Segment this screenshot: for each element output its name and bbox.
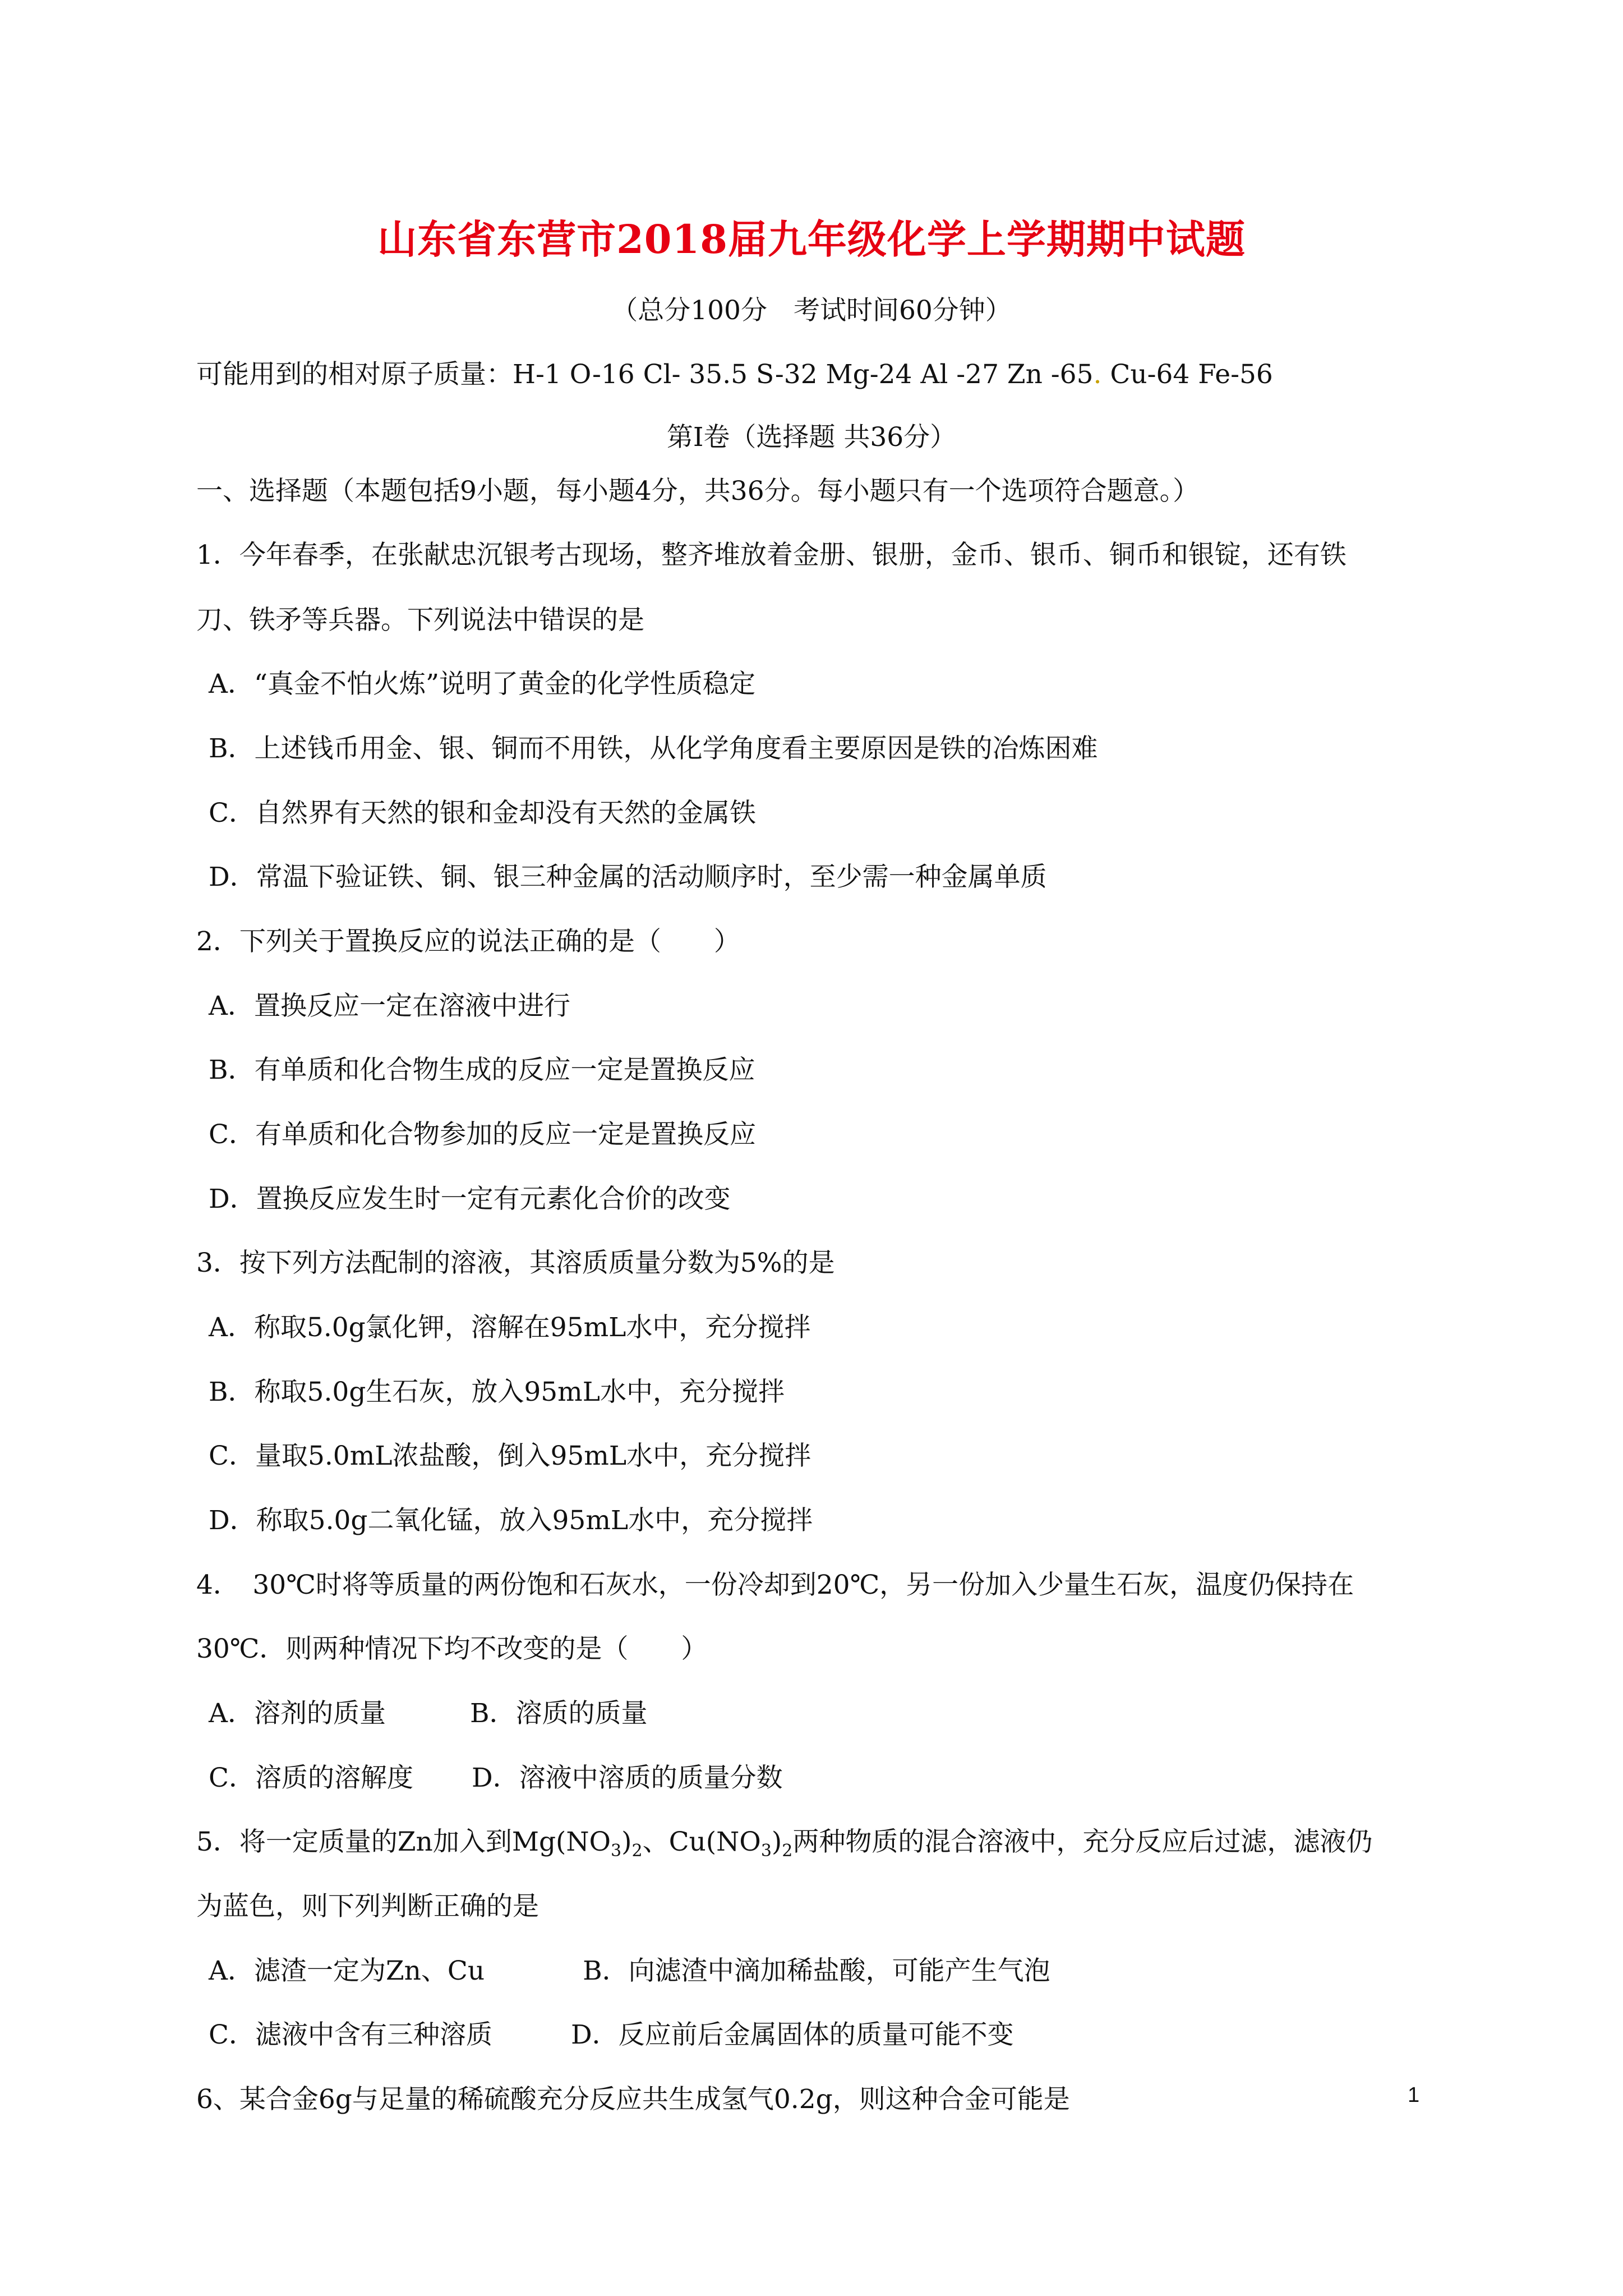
q3-option-d: D．称取5.0g二氧化锰，放入95mL水中，充分搅拌 — [209, 1505, 813, 1536]
q5-options-row2 — [209, 2018, 1014, 2052]
atomic-masses-list-a: H-1 O-16 Cl- 35.5 S-32 Mg-24 Al -27 Zn -65 — [513, 359, 1094, 390]
q3-stem: 3．按下列方法配制的溶液，其溶质质量分数为5%的是 — [196, 1248, 835, 1278]
q4-stem-line1: 4． 30℃时将等质量的两份饱和石灰水，一份冷却到20℃，另一份加入少量生石灰，温度仍保持在 — [196, 1570, 1354, 1600]
q4-options-row2 — [209, 1761, 783, 1795]
q4-options-row1 — [209, 1697, 648, 1731]
section-instructions: 一、选择题（本题包括9小题，每小题4分，共36分。每小题只有一个选项符合题意。） — [196, 476, 1200, 507]
atomic-masses-dot: . — [1093, 359, 1102, 390]
q5-option-d: D．反应前后金属固体的质量可能不变 — [570, 2019, 1014, 2050]
q5-stem-line1 — [196, 1825, 1372, 1868]
q3-option-b: B．称取5.0g生石灰，放入95mL水中，充分搅拌 — [209, 1377, 785, 1407]
q6-stem: 6、某合金6g与足量的稀硫酸充分反应共生成氢气0.2g，则这种合金可能是 — [196, 2084, 1070, 2115]
q1-option-a: A．“真金不怕火炼”说明了黄金的化学性质稳定 — [209, 669, 755, 700]
q2-option-c: C．有单质和化合物参加的反应一定是置换反应 — [209, 1119, 756, 1150]
q5-option-b: B．向滤渣中滴加稀盐酸，可能产生气泡 — [583, 1955, 1050, 1986]
q2-stem: 2．下列关于置换反应的说法正确的是（ ） — [196, 926, 740, 957]
atomic-masses — [196, 358, 1273, 392]
atomic-masses-list-b: Cu-64 Fe-56 — [1101, 359, 1273, 390]
section-heading: 第Ⅰ卷（选择题 共36分） — [666, 422, 957, 453]
q5-option-a: A．滤渣一定为Zn、Cu — [209, 1955, 485, 1986]
q4-option-a: A．溶剂的质量 — [209, 1698, 386, 1729]
atomic-masses-label: 可能用到的相对原子质量： — [196, 359, 513, 390]
q5-subscript-3b: 3 — [760, 1841, 772, 1861]
q5-stem-line2: 为蓝色，则下列判断正确的是 — [196, 1891, 539, 1922]
q5-subscript-2a: 2 — [631, 1841, 643, 1861]
q5-stem-part-a: 5．将一定质量的Zn加入到Mg(NO — [196, 1826, 611, 1857]
q5-options-row1 — [209, 1954, 1050, 1988]
q5-subscript-3a: 3 — [611, 1841, 622, 1861]
q5-stem-part-c: 、Cu(NO — [642, 1826, 761, 1857]
page-number: 1 — [1408, 2083, 1420, 2107]
q5-stem-part-d: ) — [771, 1826, 782, 1857]
q1-stem-line1: 1．今年春季，在张献忠沉银考古现场，整齐堆放着金册、银册，金币、银币、铜币和银锭，还有铁 — [196, 540, 1347, 570]
q5-subscript-2b: 2 — [782, 1841, 793, 1861]
q4-option-d: D．溶液中溶质的质量分数 — [471, 1763, 783, 1793]
q2-option-a: A．置换反应一定在溶液中进行 — [209, 991, 570, 1022]
q3-option-c: C．量取5.0mL浓盐酸，倒入95mL水中，充分搅拌 — [209, 1441, 811, 1471]
q4-option-c: C．溶质的溶解度 — [209, 1763, 413, 1793]
q5-stem-part-b: ) — [621, 1826, 632, 1857]
q1-option-c: C．自然界有天然的银和金却没有天然的金属铁 — [209, 798, 756, 829]
q5-option-c: C．滤液中含有三种溶质 — [209, 2019, 492, 2050]
exam-info: （总分100分 考试时间60分钟） — [611, 295, 1012, 326]
q2-option-d: D．置换反应发生时一定有元素化合价的改变 — [209, 1184, 731, 1214]
q1-option-b: B．上述钱币用金、银、铜而不用铁，从化学角度看主要原因是铁的冶炼困难 — [209, 733, 1098, 764]
exam-title: 山东省东营市2018届九年级化学上学期期中试题 — [377, 216, 1246, 263]
q2-option-b: B．有单质和化合物生成的反应一定是置换反应 — [209, 1055, 755, 1085]
q3-option-a: A．称取5.0g氯化钾，溶解在95mL水中，充分搅拌 — [209, 1312, 811, 1343]
q1-stem-line2: 刀、铁矛等兵器。下列说法中错误的是 — [196, 605, 644, 636]
q4-stem-line2: 30℃．则两种情况下均不改变的是（ ） — [196, 1634, 708, 1664]
q4-option-b: B．溶质的质量 — [469, 1698, 648, 1729]
q1-option-d: D．常温下验证铁、铜、银三种金属的活动顺序时，至少需一种金属单质 — [209, 862, 1047, 892]
q5-stem-part-e: 两种物质的混合溶液中，充分反应后过滤，滤液仍 — [792, 1826, 1373, 1857]
